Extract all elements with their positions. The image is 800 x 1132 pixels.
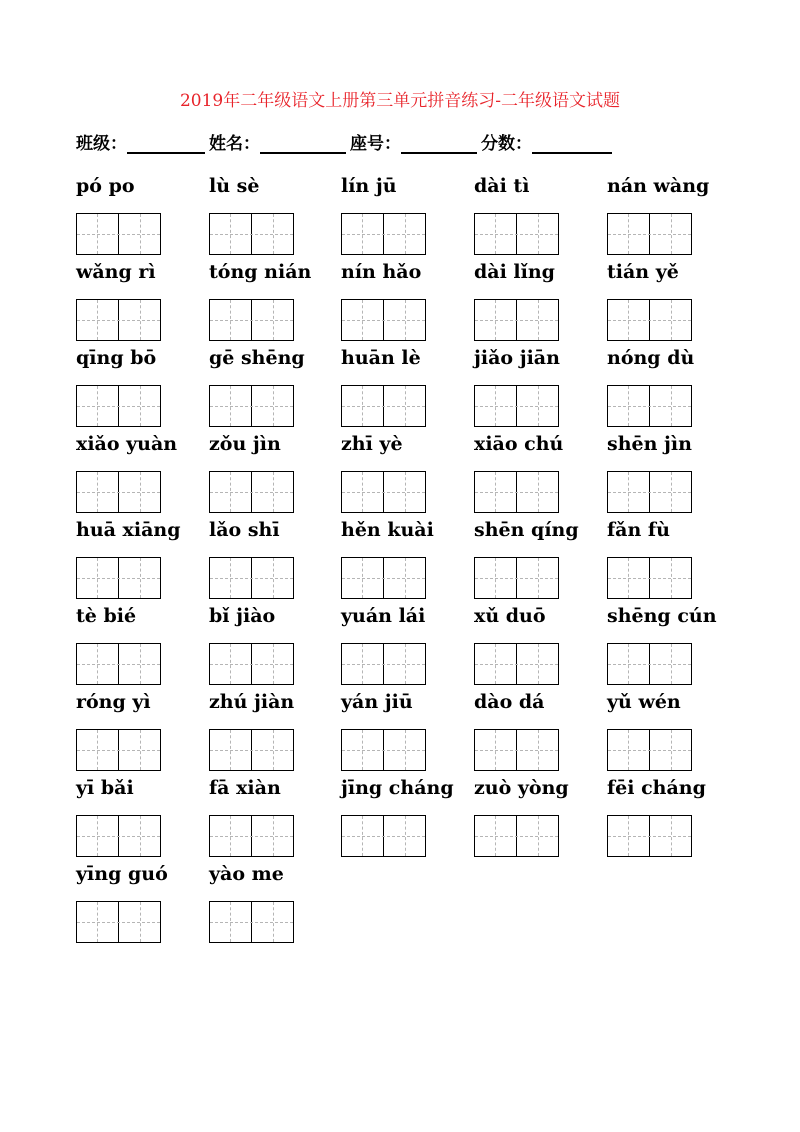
writing-box[interactable] xyxy=(341,815,426,857)
writing-guide-line xyxy=(538,386,539,426)
writing-guide-line xyxy=(77,922,160,923)
writing-guide-line xyxy=(77,664,160,665)
pinyin-text: xiāo chú xyxy=(474,433,564,455)
pinyin-text: jīng cháng xyxy=(341,777,454,799)
seat-field xyxy=(350,129,481,154)
writing-guide-line xyxy=(405,644,406,684)
writing-box[interactable] xyxy=(209,901,294,943)
pinyin-text: shēn qíng xyxy=(474,519,579,541)
pinyin-exercise-grid xyxy=(76,172,716,946)
writing-guide-line xyxy=(97,472,98,512)
writing-guide-line xyxy=(495,558,496,598)
writing-guide-line xyxy=(230,472,231,512)
pinyin-text: dào dá xyxy=(474,691,545,713)
writing-guide-line xyxy=(671,644,672,684)
writing-box[interactable] xyxy=(209,385,294,427)
writing-guide-line xyxy=(342,750,425,751)
writing-box[interactable] xyxy=(474,643,559,685)
writing-box[interactable] xyxy=(341,557,426,599)
writing-guide-line xyxy=(671,816,672,856)
writing-box[interactable] xyxy=(607,471,692,513)
writing-guide-line xyxy=(77,578,160,579)
exercise-row xyxy=(76,516,716,602)
writing-guide-line xyxy=(362,214,363,254)
pinyin-text: shēng cún xyxy=(607,605,717,627)
writing-box[interactable] xyxy=(341,385,426,427)
writing-guide-line xyxy=(671,472,672,512)
writing-box[interactable] xyxy=(209,643,294,685)
pinyin-text: pó po xyxy=(76,175,135,197)
pinyin-text: tián yě xyxy=(607,261,679,283)
writing-guide-line xyxy=(538,558,539,598)
pinyin-text: jiǎo jiān xyxy=(474,347,560,369)
pinyin-text: lù sè xyxy=(209,175,260,197)
writing-box[interactable] xyxy=(341,213,426,255)
writing-guide-line xyxy=(538,816,539,856)
writing-guide-line xyxy=(97,214,98,254)
writing-box[interactable] xyxy=(76,901,161,943)
exercise-row xyxy=(76,430,716,516)
exercise-row xyxy=(76,860,716,946)
writing-guide-line xyxy=(77,320,160,321)
writing-box[interactable] xyxy=(607,213,692,255)
writing-guide-line xyxy=(628,386,629,426)
writing-box[interactable] xyxy=(607,815,692,857)
writing-guide-line xyxy=(210,578,293,579)
pinyin-text: nóng dù xyxy=(607,347,695,369)
writing-box[interactable] xyxy=(474,213,559,255)
writing-guide-line xyxy=(273,730,274,770)
writing-guide-line xyxy=(97,816,98,856)
writing-guide-line xyxy=(405,214,406,254)
writing-guide-line xyxy=(342,406,425,407)
writing-guide-line xyxy=(342,234,425,235)
pinyin-text: nán wàng xyxy=(607,175,710,197)
score-blank[interactable] xyxy=(532,136,612,154)
writing-guide-line xyxy=(405,386,406,426)
pinyin-text: dài lǐng xyxy=(474,261,555,283)
writing-guide-line xyxy=(628,644,629,684)
pinyin-text: tóng nián xyxy=(209,261,312,283)
writing-box[interactable] xyxy=(474,299,559,341)
writing-guide-line xyxy=(362,300,363,340)
writing-guide-line xyxy=(140,386,141,426)
writing-guide-line xyxy=(671,558,672,598)
writing-guide-line xyxy=(97,300,98,340)
pinyin-text: lǎo shī xyxy=(209,519,280,541)
writing-box[interactable] xyxy=(209,213,294,255)
writing-guide-line xyxy=(608,664,691,665)
writing-guide-line xyxy=(362,472,363,512)
writing-guide-line xyxy=(97,644,98,684)
writing-box[interactable] xyxy=(607,557,692,599)
pinyin-text: róng yì xyxy=(76,691,151,713)
writing-box[interactable] xyxy=(76,299,161,341)
writing-box[interactable] xyxy=(209,729,294,771)
writing-guide-line xyxy=(628,472,629,512)
writing-guide-line xyxy=(495,386,496,426)
writing-guide-line xyxy=(405,558,406,598)
writing-box[interactable] xyxy=(607,643,692,685)
writing-guide-line xyxy=(210,406,293,407)
writing-box[interactable] xyxy=(76,557,161,599)
pinyin-text: zǒu jìn xyxy=(209,433,281,455)
writing-guide-line xyxy=(628,300,629,340)
writing-guide-line xyxy=(671,386,672,426)
writing-guide-line xyxy=(210,664,293,665)
writing-guide-line xyxy=(362,644,363,684)
pinyin-text: bǐ jiào xyxy=(209,605,276,627)
writing-box[interactable] xyxy=(607,729,692,771)
writing-guide-line xyxy=(538,644,539,684)
exercise-row xyxy=(76,172,716,258)
writing-guide-line xyxy=(342,320,425,321)
pinyin-text: yī bǎi xyxy=(76,777,134,799)
exercise-row xyxy=(76,344,716,430)
writing-guide-line xyxy=(362,816,363,856)
writing-guide-line xyxy=(210,836,293,837)
writing-guide-line xyxy=(475,664,558,665)
pinyin-text: fā xiàn xyxy=(209,777,281,799)
pinyin-text: shēn jìn xyxy=(607,433,692,455)
writing-guide-line xyxy=(671,300,672,340)
writing-box[interactable] xyxy=(474,729,559,771)
writing-guide-line xyxy=(342,664,425,665)
writing-guide-line xyxy=(273,816,274,856)
pinyin-text: fǎn fù xyxy=(607,519,670,541)
writing-guide-line xyxy=(273,300,274,340)
writing-guide-line xyxy=(405,300,406,340)
writing-box[interactable] xyxy=(209,557,294,599)
writing-guide-line xyxy=(273,902,274,942)
pinyin-text: xǔ duō xyxy=(474,605,546,627)
writing-guide-line xyxy=(495,730,496,770)
pinyin-text: lín jū xyxy=(341,175,397,197)
writing-guide-line xyxy=(77,234,160,235)
writing-guide-line xyxy=(628,816,629,856)
exercise-row xyxy=(76,688,716,774)
writing-guide-line xyxy=(475,406,558,407)
writing-guide-line xyxy=(97,386,98,426)
writing-guide-line xyxy=(210,234,293,235)
score-field xyxy=(481,129,616,154)
pinyin-text: huān lè xyxy=(341,347,421,369)
writing-guide-line xyxy=(608,578,691,579)
writing-box[interactable] xyxy=(76,385,161,427)
pinyin-text: hěn kuài xyxy=(341,519,434,541)
name-label: 姓名： xyxy=(209,134,260,154)
writing-guide-line xyxy=(140,558,141,598)
writing-guide-line xyxy=(230,386,231,426)
writing-box[interactable] xyxy=(209,299,294,341)
writing-guide-line xyxy=(230,300,231,340)
writing-guide-line xyxy=(77,836,160,837)
writing-box[interactable] xyxy=(341,471,426,513)
pinyin-text: yīng guó xyxy=(76,863,168,885)
writing-guide-line xyxy=(342,578,425,579)
writing-guide-line xyxy=(628,558,629,598)
pinyin-text: yán jiū xyxy=(341,691,413,713)
student-info-row xyxy=(76,130,616,154)
pinyin-text: yào me xyxy=(209,863,284,885)
writing-box[interactable] xyxy=(341,729,426,771)
writing-box[interactable] xyxy=(209,471,294,513)
writing-guide-line xyxy=(405,472,406,512)
pinyin-text: nín hǎo xyxy=(341,261,422,283)
writing-guide-line xyxy=(140,472,141,512)
writing-guide-line xyxy=(538,300,539,340)
writing-guide-line xyxy=(97,730,98,770)
writing-guide-line xyxy=(608,320,691,321)
writing-guide-line xyxy=(77,406,160,407)
writing-guide-line xyxy=(140,816,141,856)
pinyin-text: zhú jiàn xyxy=(209,691,295,713)
writing-guide-line xyxy=(608,406,691,407)
writing-guide-line xyxy=(495,472,496,512)
seat-label: 座号： xyxy=(350,134,401,154)
writing-guide-line xyxy=(230,558,231,598)
name-blank[interactable] xyxy=(260,136,346,154)
class-field xyxy=(76,129,209,154)
writing-guide-line xyxy=(210,922,293,923)
writing-guide-line xyxy=(230,730,231,770)
writing-guide-line xyxy=(475,234,558,235)
exercise-row xyxy=(76,258,716,344)
writing-guide-line xyxy=(405,816,406,856)
class-blank[interactable] xyxy=(127,136,205,154)
pinyin-text: zuò yòng xyxy=(474,777,569,799)
writing-guide-line xyxy=(230,644,231,684)
writing-guide-line xyxy=(140,902,141,942)
writing-guide-line xyxy=(538,472,539,512)
pinyin-text: tè bié xyxy=(76,605,137,627)
writing-box[interactable] xyxy=(607,385,692,427)
writing-guide-line xyxy=(495,816,496,856)
writing-guide-line xyxy=(362,558,363,598)
writing-box[interactable] xyxy=(209,815,294,857)
writing-box[interactable] xyxy=(474,385,559,427)
writing-guide-line xyxy=(273,558,274,598)
writing-guide-line xyxy=(230,902,231,942)
writing-guide-line xyxy=(608,750,691,751)
writing-guide-line xyxy=(362,386,363,426)
pinyin-text: yǔ wén xyxy=(607,691,681,713)
writing-guide-line xyxy=(475,492,558,493)
writing-guide-line xyxy=(210,320,293,321)
writing-box[interactable] xyxy=(76,643,161,685)
pinyin-text: fēi cháng xyxy=(607,777,706,799)
writing-box[interactable] xyxy=(474,471,559,513)
exercise-row xyxy=(76,602,716,688)
name-field xyxy=(209,129,350,154)
exercise-row xyxy=(76,774,716,860)
pinyin-text: wǎng rì xyxy=(76,261,156,283)
writing-guide-line xyxy=(342,836,425,837)
pinyin-text: dài tì xyxy=(474,175,530,197)
writing-guide-line xyxy=(608,836,691,837)
writing-guide-line xyxy=(475,578,558,579)
pinyin-text: huā xiāng xyxy=(76,519,181,541)
writing-box[interactable] xyxy=(474,815,559,857)
writing-guide-line xyxy=(628,214,629,254)
writing-guide-line xyxy=(342,492,425,493)
writing-guide-line xyxy=(77,492,160,493)
writing-guide-line xyxy=(140,214,141,254)
page-title: 2019年二年级语文上册第三单元拼音练习-二年级语文试题 xyxy=(179,91,620,111)
writing-guide-line xyxy=(475,836,558,837)
writing-guide-line xyxy=(77,750,160,751)
pinyin-text: xiǎo yuàn xyxy=(76,433,178,455)
writing-guide-line xyxy=(628,730,629,770)
writing-box[interactable] xyxy=(76,471,161,513)
seat-blank[interactable] xyxy=(401,136,477,154)
writing-guide-line xyxy=(475,320,558,321)
pinyin-text: zhī yè xyxy=(341,433,403,455)
writing-guide-line xyxy=(362,730,363,770)
writing-guide-line xyxy=(495,214,496,254)
pinyin-text: qīng bō xyxy=(76,347,157,369)
writing-guide-line xyxy=(273,214,274,254)
writing-guide-line xyxy=(140,644,141,684)
writing-guide-line xyxy=(495,300,496,340)
writing-guide-line xyxy=(210,492,293,493)
writing-box[interactable] xyxy=(76,815,161,857)
pinyin-text: gē shēng xyxy=(209,347,305,369)
writing-guide-line xyxy=(608,234,691,235)
writing-guide-line xyxy=(273,644,274,684)
writing-guide-line xyxy=(140,730,141,770)
writing-box[interactable] xyxy=(607,299,692,341)
writing-guide-line xyxy=(475,750,558,751)
writing-guide-line xyxy=(538,730,539,770)
writing-guide-line xyxy=(230,214,231,254)
pinyin-text: yuán lái xyxy=(341,605,426,627)
writing-guide-line xyxy=(140,300,141,340)
writing-guide-line xyxy=(671,214,672,254)
writing-box[interactable] xyxy=(76,729,161,771)
writing-guide-line xyxy=(273,472,274,512)
writing-guide-line xyxy=(97,902,98,942)
writing-guide-line xyxy=(405,730,406,770)
writing-box[interactable] xyxy=(341,643,426,685)
writing-box[interactable] xyxy=(76,213,161,255)
class-label: 班级： xyxy=(76,134,127,154)
score-label: 分数： xyxy=(481,134,532,154)
writing-guide-line xyxy=(671,730,672,770)
writing-guide-line xyxy=(495,644,496,684)
writing-box[interactable] xyxy=(474,557,559,599)
writing-box[interactable] xyxy=(341,299,426,341)
writing-guide-line xyxy=(210,750,293,751)
writing-guide-line xyxy=(608,492,691,493)
writing-guide-line xyxy=(273,386,274,426)
writing-guide-line xyxy=(538,214,539,254)
writing-guide-line xyxy=(230,816,231,856)
writing-guide-line xyxy=(97,558,98,598)
